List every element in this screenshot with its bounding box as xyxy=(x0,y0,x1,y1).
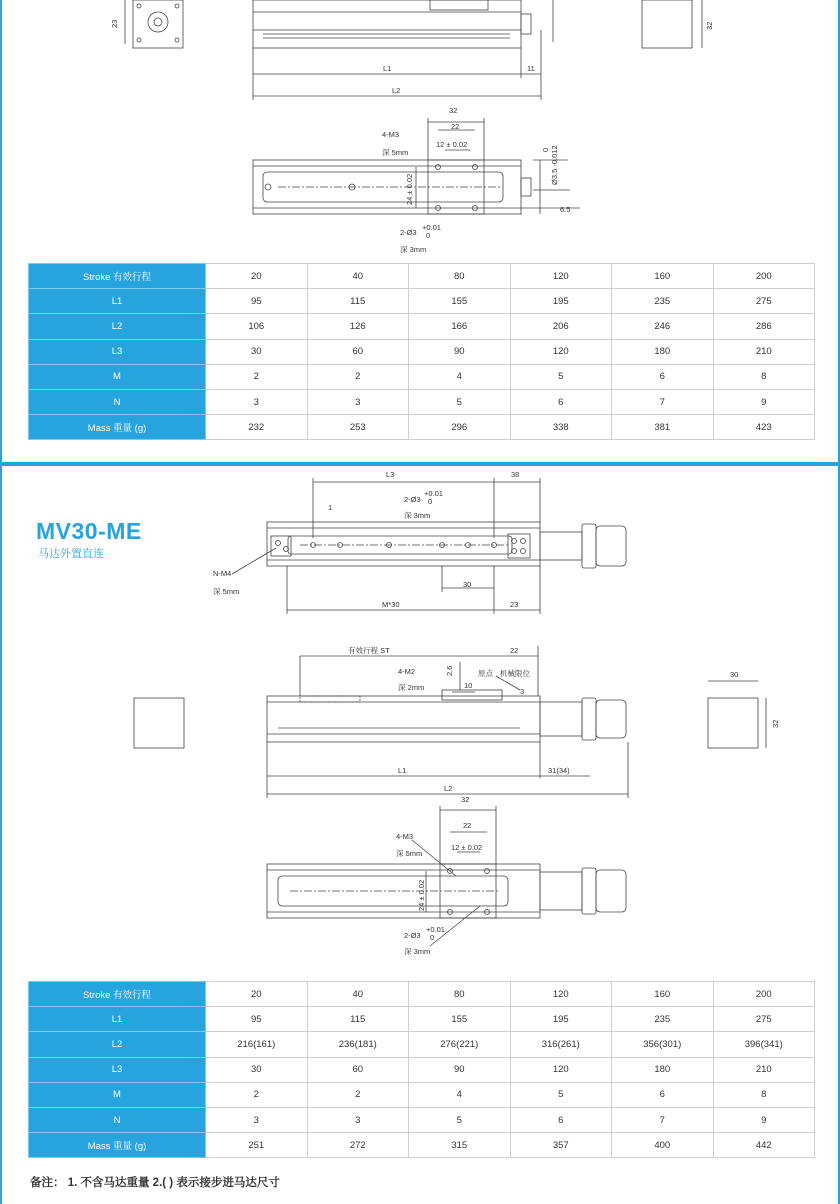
product-subtitle: 马达外置直连 xyxy=(38,548,104,560)
s2-pin-tol-low: 0 xyxy=(428,497,433,506)
s1-top-depth5: 深 5mm xyxy=(382,148,409,157)
table-row xyxy=(29,314,815,339)
table-cell: 3 xyxy=(206,389,308,414)
s2-dim-m30: M*30 xyxy=(382,600,400,609)
table-cell: 210 xyxy=(713,1057,815,1082)
table-row xyxy=(29,264,815,289)
end-view-right xyxy=(642,0,702,48)
s2-bot-12: 12 ± 0.02 xyxy=(451,843,483,852)
table-cell: 2 xyxy=(206,1082,308,1107)
s2-side-l1: L1 xyxy=(398,766,407,775)
row-label: L1 xyxy=(29,289,206,314)
s1-dim-l2: L2 xyxy=(392,86,401,95)
table-cell: 60 xyxy=(307,1057,409,1082)
table-cell: 20 xyxy=(206,264,308,289)
s2-dim-3: 3 xyxy=(520,687,525,696)
table-cell: 5 xyxy=(510,1082,612,1107)
table-cell: 4 xyxy=(409,1082,511,1107)
s1-top-dim-24: 24 ± 0.02 xyxy=(405,173,414,205)
s1-pin-depth: 深 3mm xyxy=(400,245,427,254)
table-cell: 357 xyxy=(510,1133,612,1158)
table-cell: 2 xyxy=(206,364,308,389)
s2-bot-pin-tol-low: 0 xyxy=(430,933,435,942)
table-row xyxy=(29,982,815,1007)
s2-bot-4m3: 4-M3 xyxy=(396,832,414,841)
table-cell: 6 xyxy=(510,389,612,414)
table-cell: 296 xyxy=(409,415,511,440)
table-cell: 5 xyxy=(409,1107,511,1132)
table-cell: 9 xyxy=(713,389,815,414)
table-cell: 200 xyxy=(713,264,815,289)
s1-dim-32: 32 xyxy=(705,21,714,30)
row-label: M xyxy=(29,364,206,389)
top-view-body xyxy=(253,118,580,214)
s2-depth5: 深 5mm xyxy=(213,587,240,596)
table-cell: 5 xyxy=(510,364,612,389)
table-cell: 5 xyxy=(409,389,511,414)
table-cell: 396(341) xyxy=(713,1032,815,1057)
table-row xyxy=(29,339,815,364)
table-cell: 126 xyxy=(307,314,409,339)
table-cell: 115 xyxy=(307,289,409,314)
s2-dim-l3: L3 xyxy=(386,470,395,479)
table-row xyxy=(29,1107,815,1132)
table-row xyxy=(29,364,815,389)
motor-end-view xyxy=(125,0,183,48)
table-cell: 8 xyxy=(713,364,815,389)
table-cell: 442 xyxy=(713,1133,815,1158)
table-cell: 30 xyxy=(206,1057,308,1082)
table-cell: 3 xyxy=(307,1107,409,1132)
table-cell: 9 xyxy=(713,1107,815,1132)
table-cell: 20 xyxy=(206,982,308,1007)
table-cell: 7 xyxy=(612,389,714,414)
table-cell: 155 xyxy=(409,289,511,314)
row-label: L1 xyxy=(29,1007,206,1032)
table-cell: 115 xyxy=(307,1007,409,1032)
s1-pin-tol-low: 0 xyxy=(426,231,431,240)
row-label: L3 xyxy=(29,1057,206,1082)
section1-drawing xyxy=(0,0,840,258)
row-label: Mass 重量 (g) xyxy=(29,1133,206,1158)
table-cell: 6 xyxy=(612,1082,714,1107)
table-cell: 160 xyxy=(612,264,714,289)
table-cell: 120 xyxy=(510,1057,612,1082)
side-body xyxy=(253,0,553,100)
table-row xyxy=(29,1057,815,1082)
s2-bot-pin-tol-up: +0.01 xyxy=(426,925,445,934)
table-cell: 286 xyxy=(713,314,815,339)
table-cell: 155 xyxy=(409,1007,511,1032)
section1-spec-table xyxy=(28,263,815,440)
row-label: N xyxy=(29,389,206,414)
table-cell: 3 xyxy=(206,1107,308,1132)
row-label: Stroke 有效行程 xyxy=(29,264,206,289)
table-cell: 90 xyxy=(409,1057,511,1082)
row-label: N xyxy=(29,1107,206,1132)
table-cell: 423 xyxy=(713,415,815,440)
s2-depth2: 深 2mm xyxy=(398,683,425,692)
s2-pin-label: 2-Ø3 xyxy=(404,495,421,504)
s2-bot-24: 24 ± 0.02 xyxy=(417,879,426,911)
table-cell: 381 xyxy=(612,415,714,440)
table-cell: 246 xyxy=(612,314,714,339)
table-cell: 272 xyxy=(307,1133,409,1158)
table-cell: 200 xyxy=(713,982,815,1007)
row-label: L3 xyxy=(29,339,206,364)
table-cell: 235 xyxy=(612,1007,714,1032)
table-cell: 40 xyxy=(307,264,409,289)
row-label: M xyxy=(29,1082,206,1107)
footnote: 备注： 1. 不含马达重量 2.( ) 表示接步进马达尺寸 xyxy=(30,1177,280,1189)
table-cell: 2 xyxy=(307,364,409,389)
table-cell: 95 xyxy=(206,289,308,314)
s1-top-dim-22: 22 xyxy=(451,122,460,131)
table-cell: 180 xyxy=(612,339,714,364)
table-cell: 6 xyxy=(612,364,714,389)
s2-dim-30: 30 xyxy=(463,580,472,589)
table-cell: 195 xyxy=(510,1007,612,1032)
s1-dim-l1: L1 xyxy=(383,64,392,73)
s2-dim-23: 23 xyxy=(510,600,519,609)
s2-bot-depth5: 深 5mm xyxy=(396,849,423,858)
table-cell: 120 xyxy=(510,982,612,1007)
row-label: L2 xyxy=(29,314,206,339)
s2-side-dim-22: 22 xyxy=(510,646,519,655)
s2-4m2: 4-M2 xyxy=(398,667,416,676)
section2-drawing xyxy=(0,466,840,974)
table-cell: 6 xyxy=(510,1107,612,1132)
table-cell: 338 xyxy=(510,415,612,440)
s2-dim-38: 38 xyxy=(511,470,520,479)
s1-top-dim-65: 6.5 xyxy=(560,205,571,214)
s2-bot-22: 22 xyxy=(463,821,472,830)
s2-pin-depth: 深 3mm xyxy=(404,511,431,520)
s2-origin: 原点 xyxy=(478,669,493,678)
table-row xyxy=(29,289,815,314)
s2-nm4: N-M4 xyxy=(213,569,232,578)
s2-side-31: 31(34) xyxy=(548,766,570,775)
table-row xyxy=(29,1007,815,1032)
s2-end-32: 32 xyxy=(771,719,780,728)
table-cell: 235 xyxy=(612,289,714,314)
table-cell: 60 xyxy=(307,339,409,364)
table-cell: 180 xyxy=(612,1057,714,1082)
s2-limit: 机械限位 xyxy=(500,669,530,678)
s1-top-dim-32: 32 xyxy=(449,106,458,115)
s1-pin-label: 2-Ø3 xyxy=(400,228,417,237)
table-cell: 80 xyxy=(409,982,511,1007)
table-cell: 236(181) xyxy=(307,1032,409,1057)
table-cell: 40 xyxy=(307,982,409,1007)
s2-bot-32: 32 xyxy=(461,795,470,804)
table-cell: 400 xyxy=(612,1133,714,1158)
table-cell: 120 xyxy=(510,339,612,364)
table-cell: 275 xyxy=(713,1007,815,1032)
table-cell: 2 xyxy=(307,1082,409,1107)
table-cell: 30 xyxy=(206,339,308,364)
table-cell: 7 xyxy=(612,1107,714,1132)
s2-dim-26: 2.6 xyxy=(445,665,454,676)
table-cell: 8 xyxy=(713,1082,815,1107)
table-cell: 356(301) xyxy=(612,1032,714,1057)
table-cell: 4 xyxy=(409,364,511,389)
table-cell: 90 xyxy=(409,339,511,364)
table-cell: 251 xyxy=(206,1133,308,1158)
s1-top-4m3: 4-M3 xyxy=(382,130,400,139)
s2-bot-pin-label: 2-Ø3 xyxy=(404,931,421,940)
s2-pin-tol-up: +0.01 xyxy=(424,489,443,498)
table-cell: 166 xyxy=(409,314,511,339)
s1-top-shaft-upper: 0 xyxy=(541,147,550,152)
table-cell: 160 xyxy=(612,982,714,1007)
row-label: L2 xyxy=(29,1032,206,1057)
table-cell: 276(221) xyxy=(409,1032,511,1057)
s1-dim-11: 11 xyxy=(527,64,535,73)
s2-end-30: 30 xyxy=(730,670,739,679)
table-cell: 315 xyxy=(409,1133,511,1158)
table-row xyxy=(29,389,815,414)
s2-side-l2: L2 xyxy=(444,784,453,793)
table-cell: 195 xyxy=(510,289,612,314)
s2-dim-1: 1 xyxy=(328,503,333,512)
table-cell: 232 xyxy=(206,415,308,440)
s1-pin-tol-up: +0.01 xyxy=(422,223,441,232)
s2-stroke-label: 有效行程 ST xyxy=(348,646,390,655)
table-cell: 216(161) xyxy=(206,1032,308,1057)
table-cell: 206 xyxy=(510,314,612,339)
table-row xyxy=(29,415,815,440)
table-cell: 3 xyxy=(307,389,409,414)
s1-dim-23: 23 xyxy=(110,19,119,28)
table-cell: 106 xyxy=(206,314,308,339)
product-title: MV30-ME xyxy=(36,518,142,544)
table-cell: 210 xyxy=(713,339,815,364)
table-row xyxy=(29,1082,815,1107)
s2-bot-pin-depth: 深 3mm xyxy=(404,947,431,956)
s2-dim-10: 10 xyxy=(464,681,473,690)
s1-top-dim-12: 12 ± 0.02 xyxy=(436,140,468,149)
table-cell: 80 xyxy=(409,264,511,289)
row-label: Mass 重量 (g) xyxy=(29,415,206,440)
table-cell: 275 xyxy=(713,289,815,314)
table-cell: 253 xyxy=(307,415,409,440)
s1-top-shaft: Ø3.5 -0.012 xyxy=(550,145,559,185)
table-row xyxy=(29,1133,815,1158)
table-row xyxy=(29,1032,815,1057)
table-cell: 316(261) xyxy=(510,1032,612,1057)
row-label: Stroke 有效行程 xyxy=(29,982,206,1007)
section2-spec-table xyxy=(28,981,815,1158)
table-cell: 95 xyxy=(206,1007,308,1032)
s2-bottom-body xyxy=(267,806,626,946)
table-cell: 120 xyxy=(510,264,612,289)
